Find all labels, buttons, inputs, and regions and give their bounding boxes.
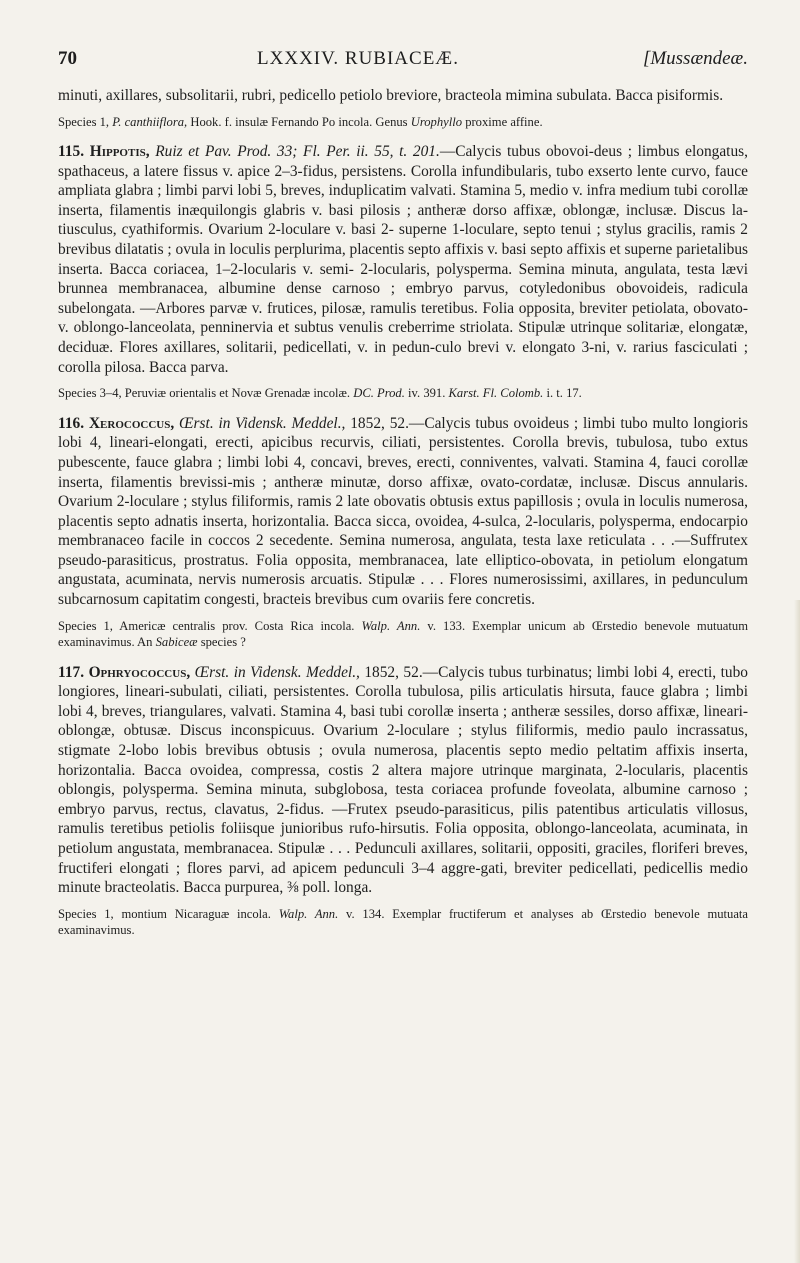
entry-number: 115. [58, 143, 85, 161]
genus-reference: Ruiz et Pav. Prod. 33; Fl. Per. ii. 55, t. 201. [155, 143, 440, 161]
page-header [58, 48, 748, 70]
page-number: 70 [58, 48, 77, 69]
intro-species-note: Species 1, P. canthiiflora, Hook. f. insulæ Fernando Po incola. Genus Urophyllo proxime affine. [58, 114, 543, 129]
genus-description: 1852, 52.—Calycis tubus turbinatus; limbi lobi 4, erecti, tubo longiores, lineari-subulati, ciliati, persistentes. Corolla tubulosa, pilis articulatis hirsuta, fauce glabra ; limbi lobi 4, breves, triangulares, valvati. Stamina 4, basi tubi corollæ inserta ; antheræ sessiles, dorso affixæ, lineari-oblongæ, obtusæ. Discus inconspicuus. Ovarium 2-loculare ; stylus filiformis, medio paulo incrassatus, stigmate 2-lobo lobis brevibus obtusis ; ovula numerosa, placentis septo medio peltatim affixis inserta, horizontalia. Bacca ovoidea, compressa, costis 2 altera majore utrinque marginata, 2-locularis, placentis oblongis, polysperma. Semina minuta, subglobosa, testa coriacea profunde foveolata, albumine carnoso ; embryo parvus, rectus, clavatus, 2-fidus. —Frutex pseudo-parasiticus, pilis patentibus articulatis villosus, ramulis teretibus petiolis foliisque junioribus rufo-hirsutis. Folia opposita, oblongo-lanceolata, acuminata, in petiolum angustata, membranacea. Stipulæ . . . Pedunculi axillares, solitarii, oppositi, graciles, floriferi breves, fructiferi elongati ; flores parvi, ad apicem pedunculi 3–4 aggre-gati, breviter pedicellati, pedicellis medio minute bracteolatis. Bacca purpurea, ⅜ poll. longa. [58, 663, 748, 897]
genus-name: Ophryococcus, [88, 663, 191, 681]
genus-reference: Œrst. in Vidensk. Meddel., [194, 663, 360, 681]
genus-name: Xerococcus, [88, 414, 175, 432]
entry-number: 116. [58, 414, 85, 432]
genus-entry-hippotis [58, 142, 748, 377]
section-title: [Mussændeæ. [642, 48, 748, 69]
intro-paragraph: minuti, axillares, subsolitarii, rubri, pedicello petiolo breviore, bracteola mimina subulata. Bacca pisiformis. [58, 87, 724, 104]
genus-name: Hippotis, [89, 143, 150, 161]
genus-entry-ophryococcus [58, 663, 748, 898]
running-title: LXXXIV. RUBIACEÆ. [257, 48, 459, 69]
page-edge-shadow [794, 600, 800, 1263]
species-note-hippotis: Species 3–4, Peruviæ orientalis et Novæ Grenadæ incolæ. DC. Prod. iv. 391. Karst. Fl. Colomb. i. t. 17. [58, 386, 582, 401]
species-note-xerococcus: Species 1, Americæ centralis prov. Costa Rica incola. Walp. Ann. v. 133. Exemplar unicum ab Œrstedio benevole mutuatum examinavimus. An Sabiceæ species ? [58, 618, 748, 650]
genus-reference: Œrst. in Vidensk. Meddel., [179, 414, 346, 432]
genus-description: 1852, 52.—Calycis tubus ovoideus ; limbi tubo multo longioris lobi 4, lineari-elongati, erecti, apicibus recurvis, ciliati, persistentes. Corolla brevis, tubulosa, tubo extus pubescente, fauce glabra ; limbi lobi 4, concavi, breves, erecti, conniventes, valvati. Stamina 4, fauci corollæ inserta, filamentis brevissi-mis ; antheræ minutæ, dorso affixæ, ovato-cordatæ, inclusæ. Discus annularis. Ovarium 2-loculare ; stylus filiformis, ramis 2 late obovatis obtusis extus papillosis ; ovula in loculis numerosa, placentis septo adnatis inserta, horizontalia. Bacca sicca, ovoidea, 4-sulca, 2-locularis, polysperma, endocarpio membranaceo facile in coccos 2 secedente. Semina numerosa, angulata, testa laxe reticulata . . .—Suffrutex pseudo-parasiticus, prostratus. Folia opposita, membranacea, late elliptico-obovata, in petiolum elongatum angustata, acuminata, nervis numerosis arcuatis. Stipulæ . . . Flores numerosissimi, axillares, in pedunculum subcarnosum capitatim congesti, bracteis brevibus cum ovariis fere concretis. [58, 414, 749, 609]
genus-description: —Calycis tubus obovoi-deus ; limbus elongatus, spathaceus, a latere fissus v. apice 2–3-fidus, persistens. Corolla infundibularis, tubo exserto lente curvo, fauce ampliata glabra ; limbi parvi lobi 5, breves, induplicatim valvati. Stamina 5, medio v. infra medium tubi corollæ inserta, filamentis inæquilongis glabris v. basi pilosis ; antheræ dorso affixæ, oblongæ, inclusæ. Discus la-tiusculus, cyathiformis. Ovarium 2-loculare v. basi 2- superne 1-loculare, septo tenui ; stylus gracilis, ramis 2 brevibus dilatatis ; ovula in loculis perplurima, placentis septo affixis v. basi septo affixis et superne parietalibus inserta. Bacca coriacea, 1–2-locularis v. semi- 2-locularis, polysperma. Semina minuta, angulata, testa lævi brunnea membranacea, albumine dense carnoso ; embryo parvus, cotyledonibus obovoideis, radicula subelongata. —Arbores parvæ v. frutices, pilosæ, ramulis teretibus. Folia opposita, breviter petiolata, obovato- v. oblongo-lanceolata, penninervia et subtus venulis creberrime striolata. Stipulæ utrinque solitariæ, elongatæ, deciduæ. Flores axillares, solitarii, pedicellati, v. in pedun-culo brevi v. elongato 3-ni, v. rarius fasciculati ; corolla pilosa. Bacca parva. [58, 143, 748, 376]
species-note-ophryococcus: Species 1, montium Nicaraguæ incola. Walp. Ann. v. 134. Exemplar fructiferum et analyses ab Œrstedio benevole mutuata examinavimus. [58, 906, 749, 938]
entry-number: 117. [58, 663, 85, 681]
genus-entry-xerococcus [58, 414, 748, 610]
